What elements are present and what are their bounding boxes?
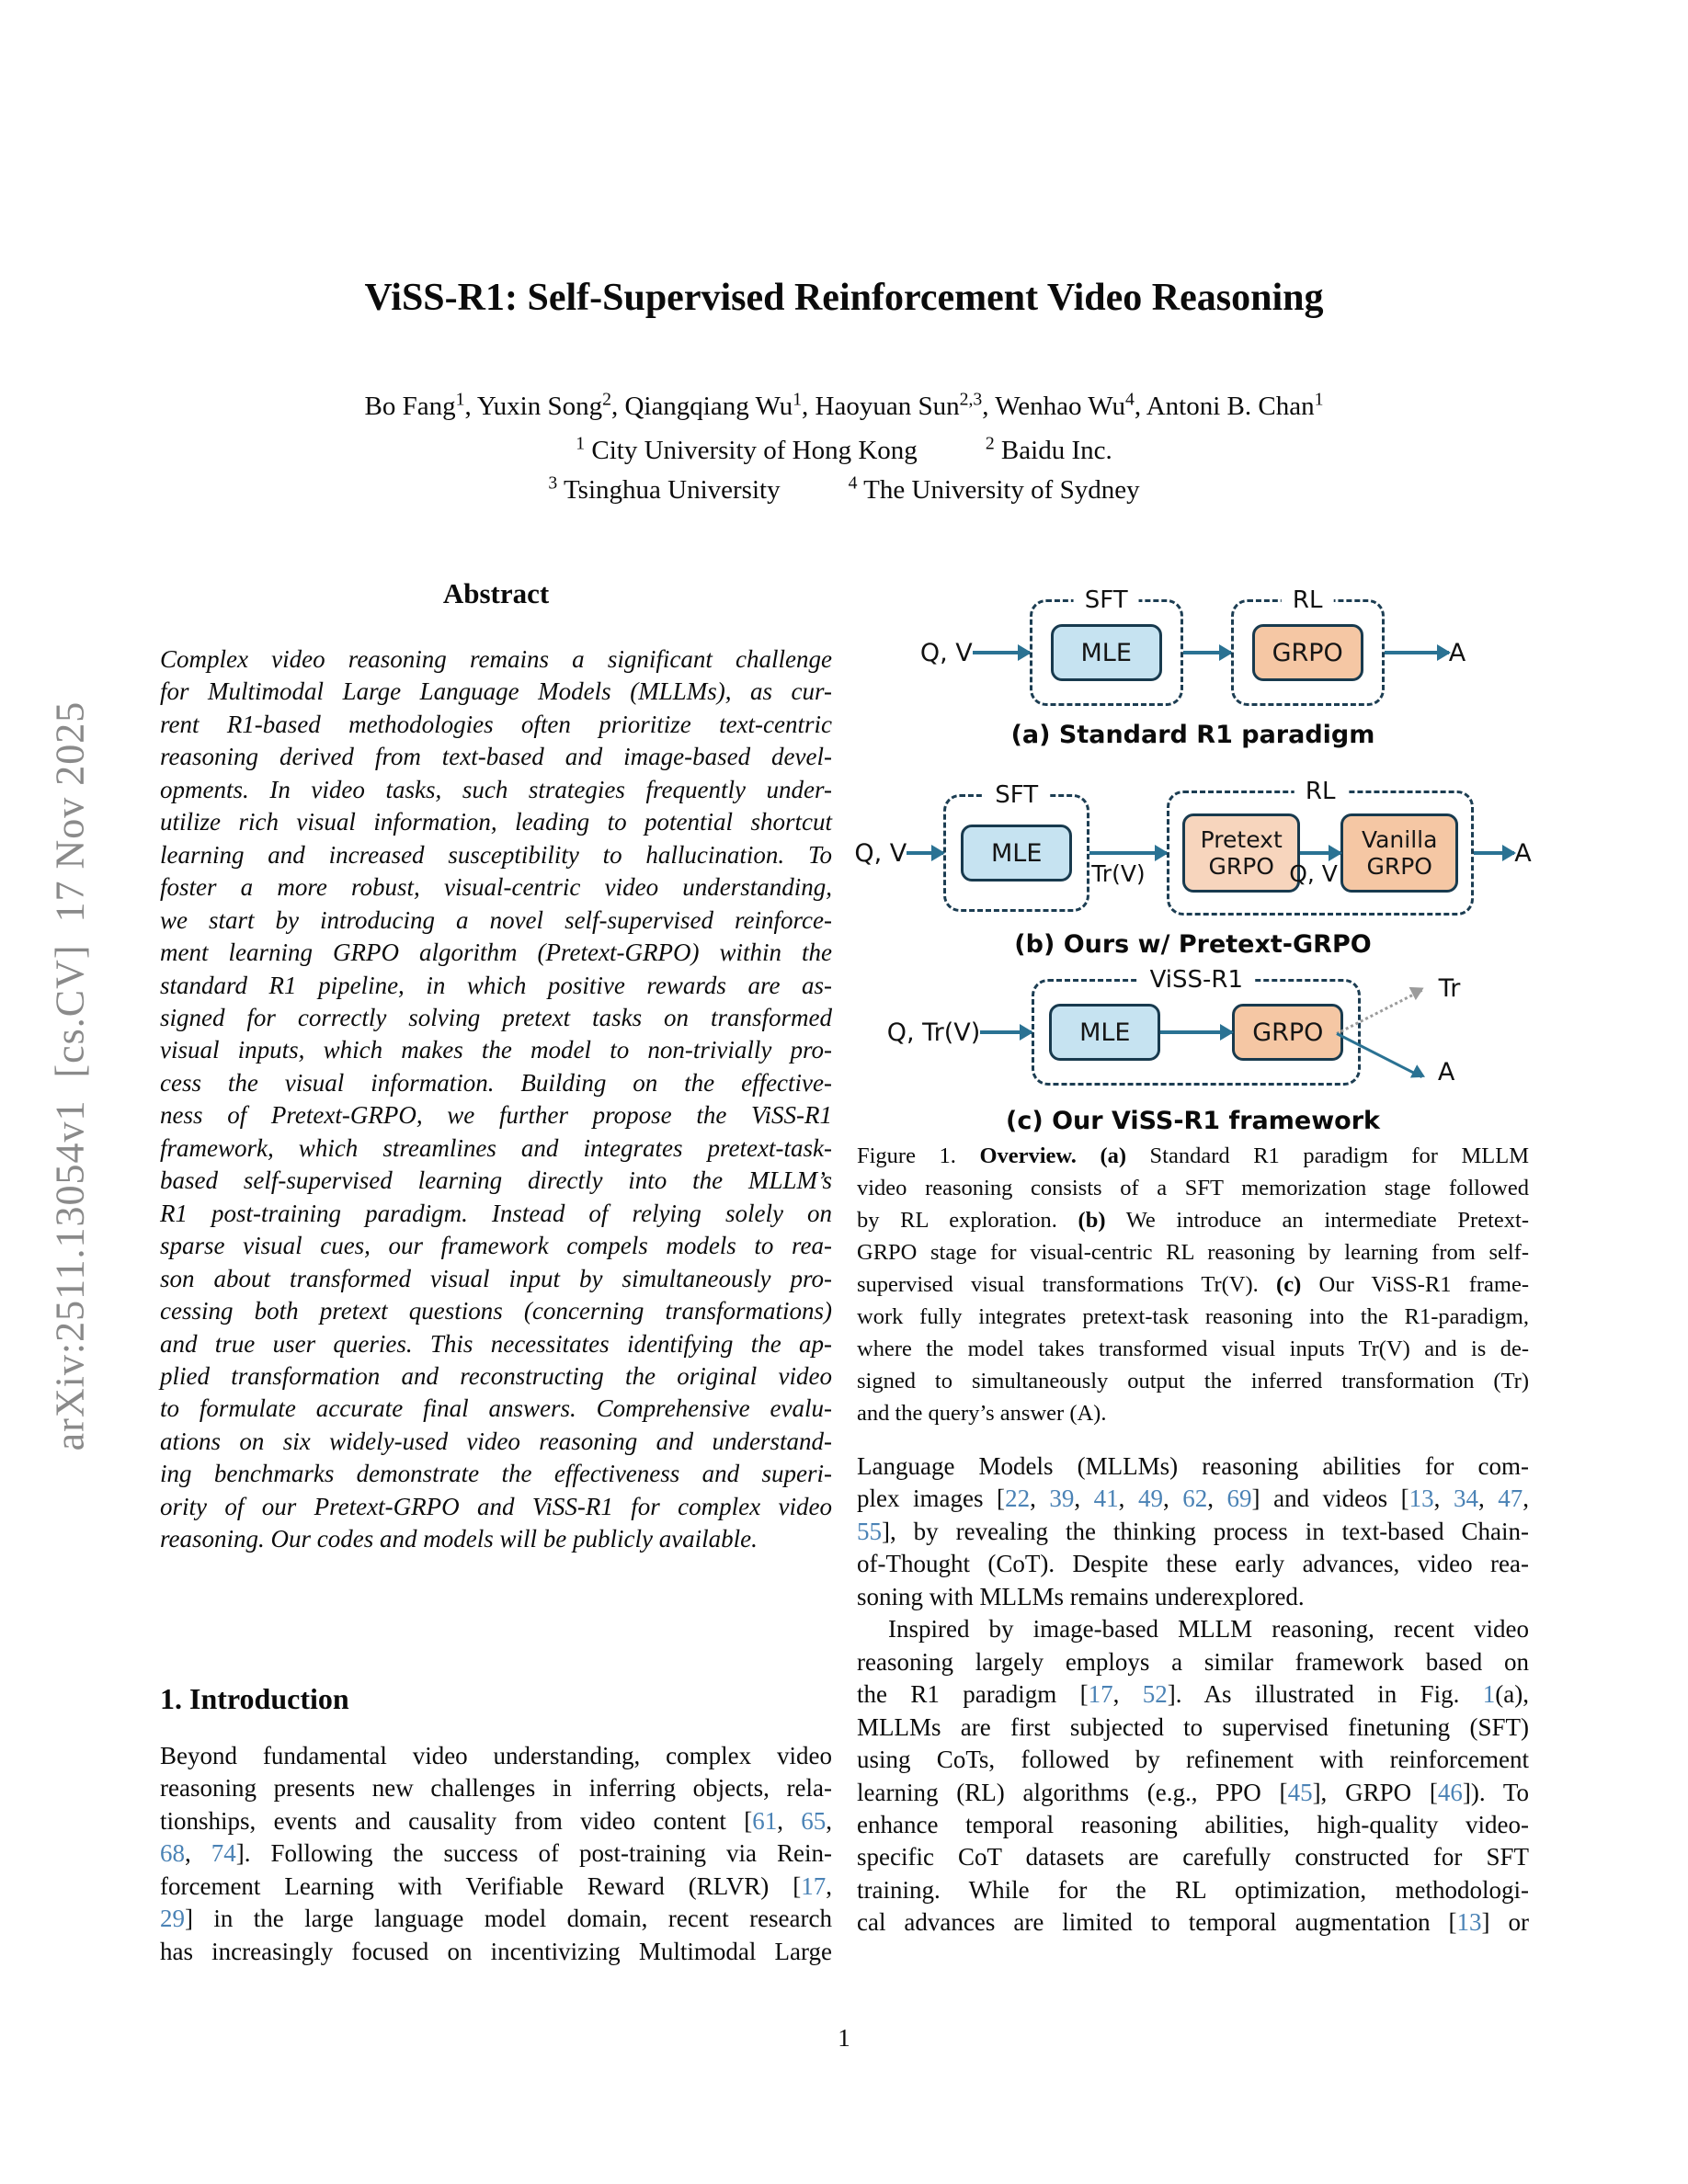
figure-1a-diagram xyxy=(857,579,1529,706)
citation-link[interactable]: 61 xyxy=(752,1806,778,1835)
rl-stage-label: RL xyxy=(1295,778,1347,805)
affiliation-1: $^1$ City University of Hong Kong xyxy=(576,433,918,465)
sft-stage-label: SFT xyxy=(1074,586,1139,614)
text-line: plied transformation and reconstructing the original video xyxy=(160,1361,832,1390)
arxiv-watermark-text: arXiv:2511.13054v1 [cs.CV] 17 Nov 2025 xyxy=(47,700,93,1450)
pretext-grpo-line2: GRPO xyxy=(1208,853,1274,880)
citation-link[interactable]: 17 xyxy=(1088,1680,1113,1709)
text-line: and true user queries. This necessitates identifying the ap- xyxy=(160,1329,832,1358)
text-line: reasoning largely employs a similar framework based on xyxy=(857,1647,1529,1676)
citation-link[interactable]: 49 xyxy=(1137,1484,1163,1513)
flow-arrow xyxy=(1089,851,1167,888)
text-line: foster a more robust, visual-centric video understanding, xyxy=(160,873,832,902)
input-label: Q, V xyxy=(919,638,973,667)
citation-link[interactable]: 69 xyxy=(1226,1484,1252,1513)
text-line: video reasoning consists of a SFT memorization stage followed xyxy=(857,1176,1529,1200)
sft-stage-group xyxy=(1030,586,1183,706)
text-line: framework, which streamlines and integrates pretext-task- xyxy=(160,1133,832,1162)
text-line: where the model takes transformed visual inputs Tr(V) and is de- xyxy=(857,1337,1529,1361)
text-line: Figure 1. Overview. (a) Standard R1 paradigm for MLLM xyxy=(857,1143,1529,1168)
text-line: supervised visual transformations Tr(V). (c) Our ViSS-R1 frame- xyxy=(857,1272,1529,1297)
introduction-paragraph xyxy=(160,1740,832,1968)
text-line: utilize rich visual information, leading to potential shortcut xyxy=(160,808,832,836)
text-line: the R1 paradigm [17, 52]. As illustrated in Fig. 1(a), xyxy=(857,1680,1530,1709)
citation-link[interactable]: 34 xyxy=(1453,1484,1478,1513)
text-line: soning with MLLMs remains underexplored. xyxy=(857,1582,1305,1610)
output-label: A xyxy=(1514,838,1532,868)
text-line: for Multimodal Large Language Models (MLLMs), as cur- xyxy=(160,677,832,706)
vanilla-grpo-box xyxy=(1340,813,1458,893)
citation-link[interactable]: 41 xyxy=(1093,1484,1119,1513)
text-line: Inspired by image-based MLLM reasoning, recent video xyxy=(888,1615,1529,1644)
arrow-label-qv: Q, V xyxy=(1289,860,1338,888)
flow-arrow xyxy=(1160,1030,1232,1034)
flow-arrow xyxy=(980,1030,1032,1034)
text-line: ations on six widely-used video reasoning and understand- xyxy=(160,1427,832,1455)
text-line: we start by introducing a novel self-supervised reinforce- xyxy=(160,905,832,934)
citation-link[interactable]: 62 xyxy=(1182,1484,1208,1513)
citation-link[interactable]: 45 xyxy=(1287,1778,1313,1806)
text-line: forcement Learning with Verifiable Reward (RLVR) [17, xyxy=(160,1871,832,1900)
text-line: ment learning GRPO algorithm (Pretext-GRPO) within the xyxy=(160,938,832,967)
viss-r1-label: ViSS-R1 xyxy=(1139,966,1254,994)
section-heading-introduction: 1. Introduction xyxy=(160,1682,349,1715)
text-line: MLLMs are first subjected to supervised finetuning (SFT) xyxy=(857,1712,1529,1741)
text-line: ority of our Pretext-GRPO and ViSS-R1 for complex video xyxy=(160,1492,832,1520)
right-paragraph-2 xyxy=(857,1613,1529,1939)
rl-stage-group xyxy=(1231,586,1385,706)
text-line: 29] in the large language model domain, recent research xyxy=(160,1905,832,1933)
text-line: of-Thought (CoT). Despite these early advances, video rea- xyxy=(857,1550,1529,1578)
rl-stage-label: RL xyxy=(1282,586,1334,614)
author-line: Bo Fang$^1$, Yuxin Song$^2$, Qiangqiang Wu$^1$, Haoyuan Sun$^{2,3}$, Wenhao Wu$^4$, Antoni B. Chan$^1$ xyxy=(364,389,1324,421)
text-line: GRPO stage for visual-centric RL reasoning by learning from self- xyxy=(857,1240,1529,1265)
text-line: ing benchmarks demonstrate the effectiveness and superi- xyxy=(160,1460,832,1488)
citation-link[interactable]: 55 xyxy=(857,1517,882,1545)
citation-link[interactable]: 52 xyxy=(1142,1680,1168,1709)
text-line: and the query’s answer (A). xyxy=(857,1401,1107,1426)
text-line: standard R1 pipeline, in which positive rewards are as- xyxy=(160,971,832,999)
pretext-grpo-box xyxy=(1182,813,1300,893)
vanilla-grpo-line1: Vanilla xyxy=(1361,825,1438,853)
text-line: ness of Pretext-GRPO, we further propose the ViSS-R1 xyxy=(160,1101,832,1130)
text-line: 68, 74]. Following the success of post-training via Rein- xyxy=(160,1839,832,1868)
citation-link[interactable]: 13 xyxy=(1409,1484,1434,1513)
sft-stage-group xyxy=(943,781,1089,912)
text-line: Beyond fundamental video understanding, complex video xyxy=(160,1742,832,1769)
text-line: learning and increased susceptibility to hallucination. To xyxy=(160,840,832,869)
text-line: training. While for the RL optimization, methodologi- xyxy=(857,1875,1529,1904)
text-line: enhance temporal reasoning abilities, high-quality video- xyxy=(857,1810,1529,1838)
text-line: learning (RL) algorithms (e.g., PPO [45], GRPO [46]). To xyxy=(857,1778,1530,1806)
affiliation-row-1 xyxy=(0,433,1688,466)
flow-arrow xyxy=(907,851,943,855)
citation-link[interactable]: 46 xyxy=(1437,1778,1463,1806)
citation-link[interactable]: 39 xyxy=(1049,1484,1075,1513)
mle-box: MLE xyxy=(1049,1004,1160,1061)
text-line: work fully integrates pretext-task reasoning into the R1-paradigm, xyxy=(857,1304,1529,1329)
figure-1a-panel xyxy=(857,579,1529,749)
output-label: A xyxy=(1448,638,1466,667)
figure-1a-caption: (a) Standard R1 paradigm xyxy=(1010,721,1375,749)
text-line: using CoTs, followed by refinement with reinforcement xyxy=(857,1746,1529,1774)
text-line: reasoning derived from text-based and image-based devel- xyxy=(160,743,832,771)
text-line: has increasingly focused on incentivizing Multimodal Large xyxy=(160,1937,832,1965)
text-line: cessing both pretext questions (concerning transformations) xyxy=(160,1297,832,1325)
text-line: Complex video reasoning remains a significant challenge xyxy=(160,645,832,673)
affiliation-4: $^4$ The University of Sydney xyxy=(848,472,1140,505)
abstract-heading: Abstract xyxy=(442,577,550,609)
text-line: plex images [22, 39, 41, 49, 62, 69] and videos [13, 34, 47, xyxy=(857,1484,1529,1513)
text-line: rent R1-based methodologies often prioritize text-centric xyxy=(160,710,832,738)
viss-r1-group xyxy=(1032,966,1361,1086)
affiliation-3: $^3$ Tsinghua University xyxy=(548,472,781,505)
output-fork xyxy=(1361,973,1499,1092)
answer-output-label: A xyxy=(1437,1058,1455,1086)
vanilla-grpo-line2: GRPO xyxy=(1366,853,1432,880)
flow-arrow xyxy=(973,651,1030,654)
text-line: signed to simultaneously output the inferred transformation (Tr) xyxy=(857,1369,1529,1393)
text-line: opments. In video tasks, such strategies frequently under- xyxy=(160,775,832,803)
flow-arrow xyxy=(1289,851,1340,888)
citation-link[interactable]: 29 xyxy=(160,1905,185,1933)
figure-1-caption xyxy=(857,1140,1529,1429)
abstract-body xyxy=(160,643,832,1556)
flow-arrow xyxy=(1183,651,1231,654)
input-label: Q, V xyxy=(854,838,907,868)
citation-link[interactable]: 47 xyxy=(1498,1484,1523,1513)
right-paragraph-1 xyxy=(857,1450,1529,1613)
flow-arrow xyxy=(1385,651,1449,654)
text-line: by RL exploration. (b) We introduce an intermediate Pretext- xyxy=(857,1208,1529,1233)
citation-link[interactable]: 65 xyxy=(801,1806,827,1835)
citation-link[interactable]: 17 xyxy=(801,1871,827,1900)
input-label: Q, Tr(V) xyxy=(886,1018,981,1047)
tr-output-label: Tr xyxy=(1438,974,1461,1003)
figure-1b-caption: (b) Ours w/ Pretext-GRPO xyxy=(1014,930,1372,959)
paper-title: ViSS-R1: Self-Supervised Reinforcement Video Reasoning xyxy=(364,277,1324,319)
text-line: reasoning presents new challenges in inferring objects, rela- xyxy=(160,1774,832,1803)
page-number: 1 xyxy=(838,2024,850,2052)
citation-link[interactable]: 22 xyxy=(1005,1484,1031,1513)
sft-stage-label: SFT xyxy=(984,781,1049,809)
arxiv-watermark xyxy=(26,579,114,1572)
text-line: cess the visual information. Building on the effective- xyxy=(160,1068,832,1097)
pretext-grpo-line1: Pretext xyxy=(1200,825,1283,853)
citation-link[interactable]: 13 xyxy=(1456,1908,1482,1937)
arrow-label-trv: Tr(V) xyxy=(1091,860,1146,888)
text-line: sparse visual cues, our framework compels models to rea- xyxy=(160,1232,832,1260)
grpo-box: GRPO xyxy=(1252,624,1363,681)
text-line: visual inputs, which makes the model to non-trivially pro- xyxy=(160,1036,832,1064)
text-line: son about transformed visual input by simultaneously pro- xyxy=(160,1264,832,1292)
affiliation-2: $^2$ Baidu Inc. xyxy=(985,433,1112,465)
text-line: R1 post-training paradigm. Instead of relying solely on xyxy=(160,1199,832,1227)
figure-1b-diagram xyxy=(854,770,1532,916)
text-line: cal advances are limited to temporal augmentation [13] or xyxy=(857,1908,1529,1937)
mle-box: MLE xyxy=(1051,624,1162,681)
citation-link[interactable]: 68 xyxy=(160,1839,185,1868)
citation-link[interactable]: 74 xyxy=(211,1839,236,1868)
figure-1c-diagram xyxy=(857,952,1529,1092)
text-line: 55], by revealing the thinking process in text-based Chain- xyxy=(857,1517,1529,1545)
mle-box: MLE xyxy=(961,825,1072,882)
figure-1b-panel xyxy=(854,770,1532,959)
grpo-box: GRPO xyxy=(1232,1004,1343,1061)
figure-1c-caption: (c) Our ViSS-R1 framework xyxy=(1005,1107,1380,1135)
right-column-body xyxy=(857,1450,1529,1939)
affiliation-row-2 xyxy=(0,472,1688,506)
figure-1c-panel xyxy=(857,952,1529,1135)
flow-arrow xyxy=(1474,851,1514,855)
text-line: specific CoT datasets are carefully constructed for SFT xyxy=(857,1843,1529,1871)
text-line: based self-supervised learning directly into the MLLM’s xyxy=(160,1166,832,1195)
rl-stage-group xyxy=(1167,778,1474,916)
text-line: to formulate accurate final answers. Comprehensive evalu- xyxy=(160,1394,832,1423)
text-line: tionships, events and causality from video content [61, 65, xyxy=(160,1806,832,1835)
text-line: signed for correctly solving pretext tasks on transformed xyxy=(160,1003,832,1031)
text-line: Language Models (MLLMs) reasoning abilities for com- xyxy=(857,1452,1529,1480)
citation-link[interactable]: 1 xyxy=(1482,1680,1496,1709)
text-line: reasoning. Our codes and models will be publicly available. xyxy=(160,1525,758,1553)
